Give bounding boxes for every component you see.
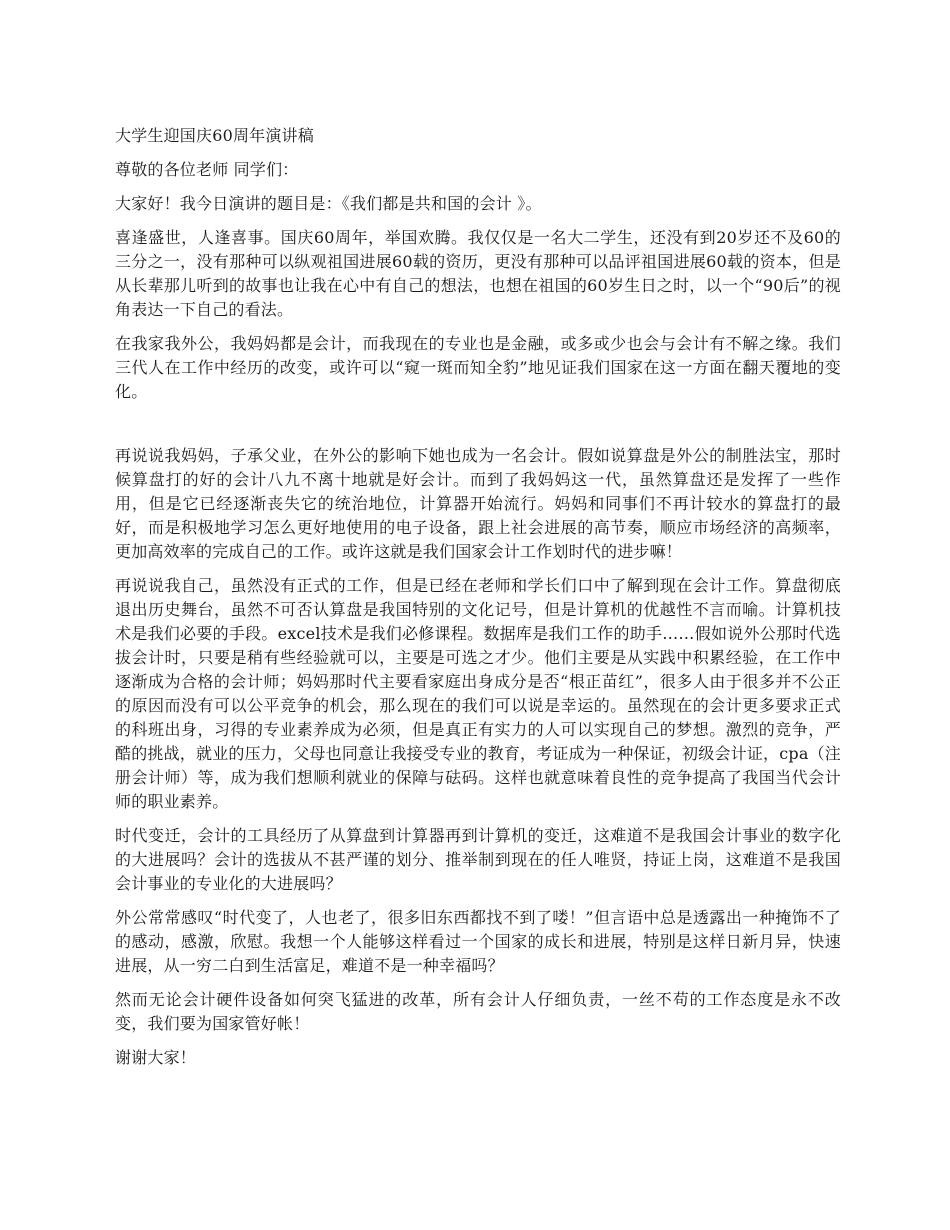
paragraph-greeting: 大家好！我今日演讲的题目是：《我们都是共和国的会计 》。 — [115, 194, 542, 213]
document-body — [115, 124, 841, 1080]
paragraph-gap — [115, 414, 841, 444]
paragraph-self: 再说说我自己，虽然没有正式的工作，但是已经在老师和学长们口中了解到现在会计工作。算盘彻底退出历史舞台，虽然不可否认算盘是我国特别的文化记号，但是计算机的优越性不言而喻。计算机技术是我们必要的手段。excel技术是我们必修课程。数据库是我们工作的助手……假如说外公那时代选拔会计时，只要是稍有些经验就可以，主要是可选之才少。他们主要是从实践中积累经验，在工作中逐渐成为合格的会计师；妈妈那时代主要看家庭出身成分是否“根正苗红”，很多人由于很多并不公正的原因而没有可以公平竞争的机会，那么现在的我们可以说是幸运的。虽然现在的会计更多要求正式的科班出身，习得的专业素养成为必须，但是真正有实力的人可以实现自己的梦想。激烈的竞争，严酷的挑战，就业的压力，父母也同意让我接受专业的教育，考证成为一种保证，初级会计证，cpa（注册会计师）等，成为我们想顺利就业的保障与砝码。这样也就意味着良性的竞争提高了我国当代会计师的职业素养。 — [115, 576, 841, 811]
paragraph-grandfather: 外公常常感叹“时代变了，人也老了，很多旧东西都找不到了喽！”但言语中总是透露出一种掩饰不了的感动，感激，欣慰。我想一个人能够这样看过一个国家的成长和进展，特别是这样日新月异，快速进展，从一穷二白到生活富足，难道不是一种幸福吗？ — [115, 908, 841, 975]
closing-line: 谢谢大家！ — [115, 1048, 197, 1067]
salutation: 尊敬的各位老师 同学们： — [115, 160, 299, 179]
paragraph-family: 在我家我外公，我妈妈都是会计，而我现在的专业也是金融，或多或少也会与会计有不解之缘。我们三代人在工作中经历的改变，或许可以“窥一斑而知全豹”地见证我们国家在这一方面在翻天覆地的变化。 — [115, 334, 841, 401]
paragraph-mother: 再说说我妈妈，子承父业，在外公的影响下她也成为一名会计。假如说算盘是外公的制胜法宝，那时候算盘打的好的会计八九不离十地就是好会计。而到了我妈妈这一代，虽然算盘还是发挥了一些作用，但是它已经逐渐丧失它的统治地位，计算器开始流行。妈妈和同事们不再计较水的算盘打的最好，而是积极地学习怎么更好地使用的电子设备，跟上社会进展的高节奏，顺应市场经济的高频率，更加高效率的完成自己的工作。或许这就是我们国家会计工作划时代的进步嘛！ — [115, 446, 841, 561]
paragraph-changes: 时代变迁，会计的工具经历了从算盘到计算器再到计算机的变迁，这难道不是我国会计事业的数字化的大进展吗？会计的选拔从不甚严谨的划分、推举制到现在的任人唯贤，持证上岗，这难道不是我国会计事业的专业化的大进展吗？ — [115, 826, 841, 893]
document-title: 大学生迎国庆60周年演讲稿 — [115, 126, 314, 145]
paragraph-attitude: 然而无论会计硬件设备如何突飞猛进的改革，所有会计人仔细负责，一丝不苟的工作态度是永不改变，我们要为国家管好帐！ — [115, 990, 841, 1033]
paragraph-intro: 喜逢盛世，人逢喜事。国庆60周年，举国欢腾。我仅仅是一名大二学生，还没有到20岁还不及60的三分之一，没有那种可以纵观祖国进展60载的资历，更没有那种可以品评祖国进展60载的资本，但是从长辈那儿听到的故事也让我在心中有自己的想法，也想在祖国的60岁生日之时，以一个“90后”的视角表达一下自己的看法。 — [115, 228, 841, 319]
